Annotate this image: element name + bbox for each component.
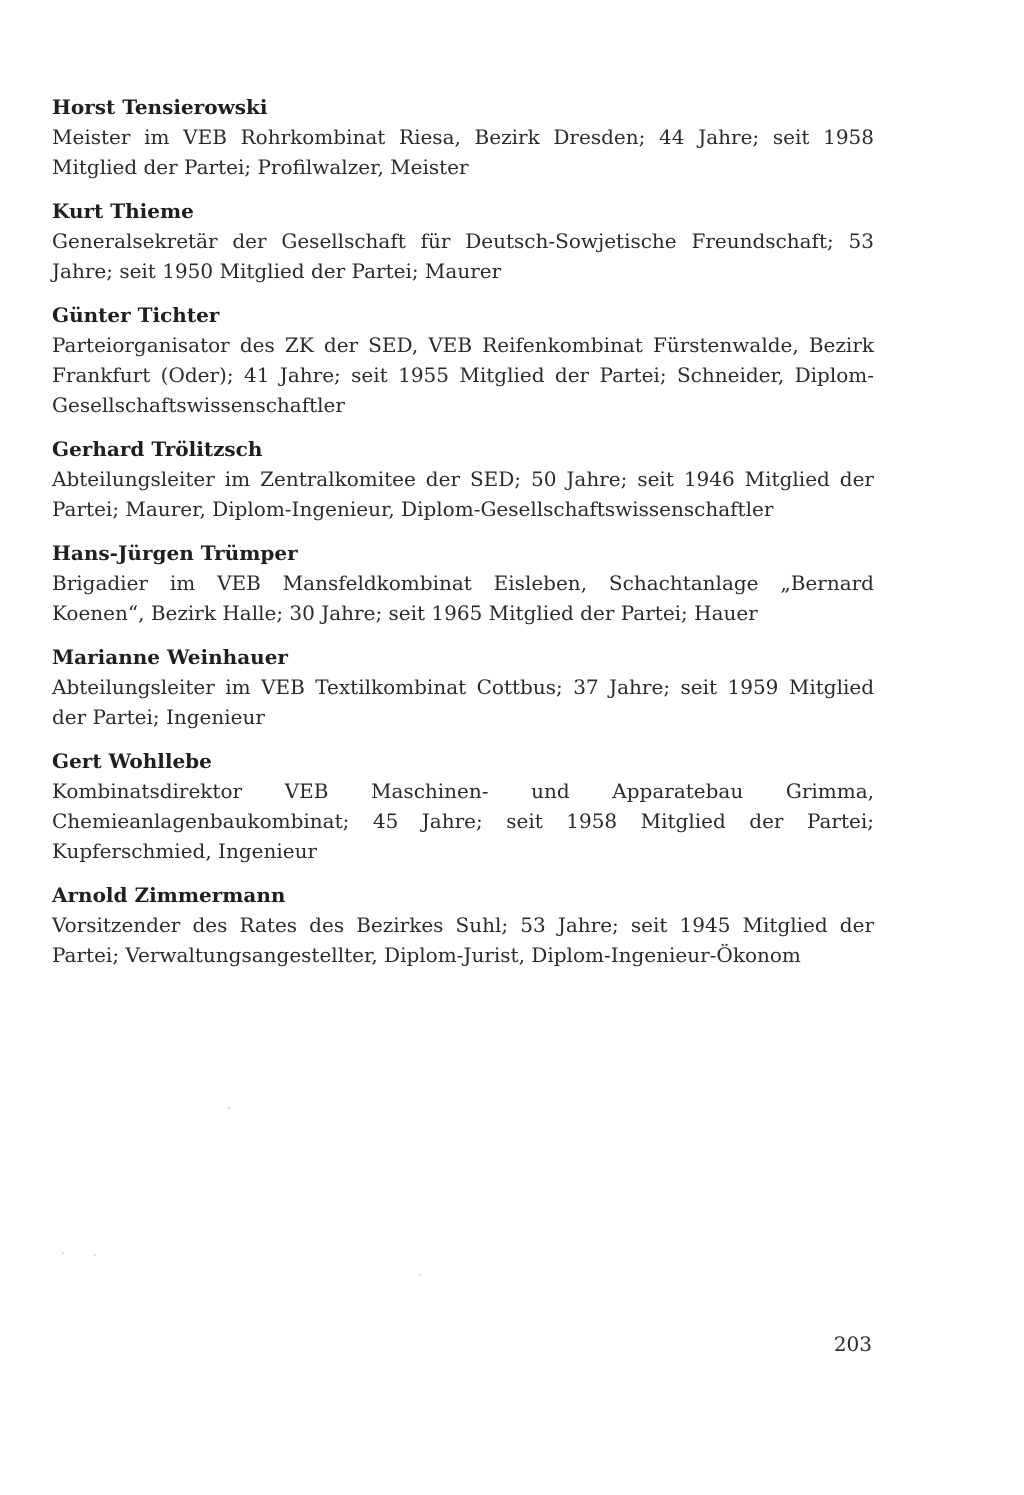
person-description: Abteilungsleiter im VEB Textilkombinat Cottbus; 37 Jahre; seit 1959 Mitglied der Partei; Ingenieur — [52, 675, 874, 729]
person-name: Marianne Weinhauer — [52, 645, 288, 669]
person-name: Gert Wohllebe — [52, 749, 212, 773]
page-number: 203 — [833, 1332, 872, 1356]
biography-entry — [52, 538, 874, 628]
biography-entry — [52, 196, 874, 286]
person-name: Arnold Zimmermann — [52, 883, 286, 907]
biography-entry — [52, 434, 874, 524]
biography-entry — [52, 746, 874, 866]
scan-speck — [94, 1254, 96, 1256]
scan-speck — [62, 1252, 64, 1254]
person-description: Abteilungsleiter im Zentralkomitee der SED; 50 Jahre; seit 1946 Mitglied der Partei; Maurer, Diplom-Ingenieur, Diplom-Gesellschaftswissenschaftler — [52, 467, 874, 521]
person-description: Meister im VEB Rohrkombinat Riesa, Bezirk Dresden; 44 Jahre; seit 1958 Mitglied der Partei; Profilwalzer, Meister — [52, 125, 874, 179]
biography-list — [52, 92, 874, 984]
biography-entry — [52, 300, 874, 420]
person-name: Gerhard Trölitzsch — [52, 437, 263, 461]
biography-entry — [52, 880, 874, 970]
person-description: Brigadier im VEB Mansfeldkombinat Eisleben, Schachtanlage „Bernard Koenen“, Bezirk Halle; 30 Jahre; seit 1965 Mitglied der Partei; Hauer — [52, 571, 874, 625]
person-description: Kombinatsdirektor VEB Maschinen- und Apparatebau Grimma, Chemieanlagenbaukombinat; 45 Jahre; seit 1958 Mitglied der Partei; Kupferschmied, Ingenieur — [52, 779, 874, 863]
person-description: Vorsitzender des Rates des Bezirkes Suhl; 53 Jahre; seit 1945 Mitglied der Partei; Verwaltungsangestellter, Diplom-Jurist, Diplom-Ingenieur-Ökonom — [52, 913, 874, 967]
person-description: Parteiorganisator des ZK der SED, VEB Reifenkombinat Fürstenwalde, Bezirk Frankfurt (Oder); 41 Jahre; seit 1955 Mitglied der Partei; Schneider, Diplom-Gesellschaftswissenschaftler — [52, 333, 874, 417]
person-description: Generalsekretär der Gesellschaft für Deutsch-Sowjetische Freundschaft; 53 Jahre; seit 1950 Mitglied der Partei; Maurer — [52, 229, 874, 283]
scan-speck — [419, 1274, 421, 1276]
person-name: Kurt Thieme — [52, 199, 194, 223]
person-name: Günter Tichter — [52, 303, 220, 327]
person-name: Horst Tensierowski — [52, 95, 268, 119]
scan-speck — [228, 1107, 230, 1109]
biography-entry — [52, 92, 874, 182]
person-name: Hans-Jürgen Trümper — [52, 541, 298, 565]
biography-entry — [52, 642, 874, 732]
